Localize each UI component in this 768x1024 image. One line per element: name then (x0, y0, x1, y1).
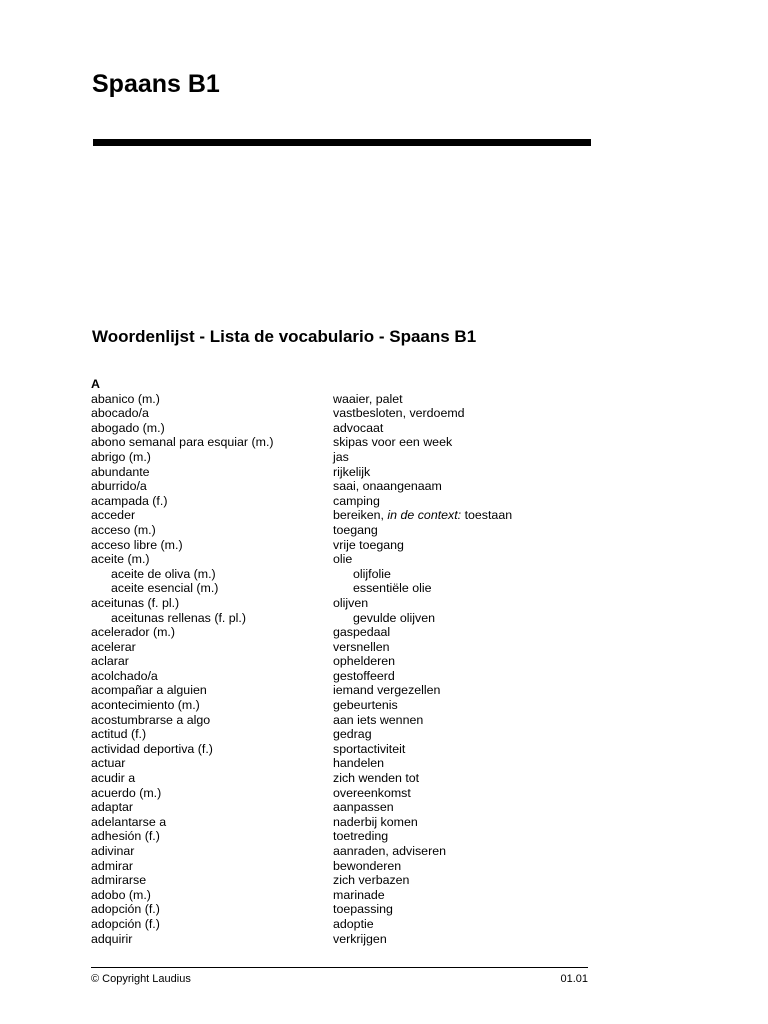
dutch-translation (333, 611, 611, 626)
vocab-entry-row (91, 829, 611, 844)
dutch-translation-text: advocaat (333, 420, 384, 435)
spanish-term: aceite de oliva (m.) (111, 566, 216, 581)
vocab-entry-row (91, 640, 611, 655)
dutch-translation (333, 829, 611, 844)
dutch-translation (333, 713, 611, 728)
dutch-translation (333, 742, 611, 757)
dutch-translation (333, 508, 611, 523)
dutch-translation-text: marinade (333, 887, 385, 902)
dutch-translation (333, 596, 611, 611)
spanish-term: admirar (91, 858, 133, 873)
spanish-term: abrigo (m.) (91, 449, 151, 464)
dutch-translation (333, 406, 611, 421)
vocab-entry-row (91, 479, 611, 494)
dutch-translation (333, 902, 611, 917)
dutch-translation (333, 917, 611, 932)
dutch-translation-text: camping (333, 493, 380, 508)
spanish-term: acceso (m.) (91, 522, 156, 537)
dutch-translation (333, 523, 611, 538)
dutch-translation (333, 932, 611, 947)
vocab-entry-row (91, 523, 611, 538)
dutch-translation-text: aan iets wennen (333, 712, 424, 727)
dutch-translation (333, 698, 611, 713)
vocabulary-list (91, 377, 611, 946)
title-rule (93, 139, 591, 146)
spanish-term: actitud (f.) (91, 727, 147, 742)
spanish-term: adhesión (f.) (91, 829, 160, 844)
vocab-entry-row (91, 654, 611, 669)
dutch-translation (333, 538, 611, 553)
vocab-entry-row (91, 844, 611, 859)
dutch-translation-text: zich wenden tot (333, 771, 420, 786)
dutch-translation-text: olie (333, 552, 353, 567)
dutch-translation (333, 552, 611, 567)
spanish-term: aceitunas (f. pl.) (91, 595, 180, 610)
spanish-term: acostumbrarse a algo (91, 712, 211, 727)
vocab-entry-row (91, 508, 611, 523)
dutch-translation-text: waaier, palet (333, 391, 403, 406)
dutch-translation (333, 815, 611, 830)
dutch-translation-text: iemand vergezellen (333, 683, 441, 698)
dutch-translation-continuation: toestaan (461, 508, 513, 523)
spanish-term: admirarse (91, 873, 147, 888)
dutch-translation-text: verkrijgen (333, 931, 387, 946)
dutch-translation-text: toepassing (333, 902, 393, 917)
vocab-entry-row (91, 800, 611, 815)
vocab-entry-row (91, 902, 611, 917)
dutch-translation-text: zich verbazen (333, 873, 410, 888)
vocab-entry-row (91, 888, 611, 903)
vocab-entry-row (91, 435, 611, 450)
vocab-entry-row (91, 786, 611, 801)
dutch-translation (333, 435, 611, 450)
dutch-translation (333, 786, 611, 801)
spanish-term: adivinar (91, 844, 135, 858)
spanish-term: aclarar (91, 654, 129, 669)
dutch-translation (333, 654, 611, 669)
vocab-entry-row (91, 669, 611, 684)
dutch-translation-text: gebeurtenis (333, 698, 398, 713)
vocab-entry-row (91, 727, 611, 742)
vocab-subentry-row (91, 581, 611, 596)
dutch-translation-text: toegang (333, 522, 378, 537)
spanish-term: acontecimiento (m.) (91, 698, 200, 713)
vocab-entry-row (91, 815, 611, 830)
dutch-translation-text: saai, onaangenaam (333, 479, 442, 494)
dutch-translation-text: olijven (333, 595, 369, 610)
dutch-translation-text: gaspedaal (333, 625, 391, 640)
vocab-entry-row (91, 596, 611, 611)
dutch-translation-text: sportactiviteit (333, 741, 406, 756)
vocab-entry-row (91, 392, 611, 407)
dutch-translation-text: gevulde olijven (353, 610, 435, 625)
dutch-translation (333, 669, 611, 684)
spanish-term: adopción (f.) (91, 916, 160, 931)
dutch-translation-text: vastbesloten, verdoemd (333, 406, 465, 421)
spanish-term: aburrido/a (91, 479, 147, 494)
vocab-entry-row (91, 552, 611, 567)
dutch-translation-text: toetreding (333, 829, 389, 844)
spanish-term: adobo (m.) (91, 887, 151, 902)
dutch-translation (333, 465, 611, 480)
dutch-translation-text: bewonderen (333, 858, 402, 873)
vocab-entry-row (91, 873, 611, 888)
vocab-entry-row (91, 450, 611, 465)
vocab-entry-row (91, 683, 611, 698)
dutch-translation (333, 625, 611, 640)
dutch-translation (333, 859, 611, 874)
vocab-entry-row (91, 917, 611, 932)
dutch-translation-text: olijfolie (353, 566, 391, 581)
spanish-term: acolchado/a (91, 668, 158, 683)
context-note: in de context: (387, 508, 462, 523)
dutch-translation (333, 888, 611, 903)
dutch-translation (333, 479, 611, 494)
vocab-entry-row (91, 713, 611, 728)
dutch-translation-text: rijkelijk (333, 464, 371, 479)
dutch-translation-text: versnellen (333, 639, 390, 654)
spanish-term: adaptar (91, 800, 134, 815)
vocab-entry-row (91, 538, 611, 553)
dutch-translation (333, 450, 611, 465)
dutch-translation-text: ophelderen (333, 654, 396, 669)
vocab-entry-row (91, 406, 611, 421)
spanish-term: abanico (m.) (91, 391, 160, 406)
spanish-term: acuerdo (m.) (91, 785, 162, 800)
vocab-entry-row (91, 465, 611, 480)
dutch-translation (333, 640, 611, 655)
spanish-term: actividad deportiva (f.) (91, 741, 213, 756)
dutch-translation-text: vrije toegang (333, 537, 404, 552)
spanish-term: aceite (m.) (91, 552, 150, 567)
footer-page-number: 01.01 (560, 973, 588, 985)
dutch-translation (333, 727, 611, 742)
dutch-translation (333, 581, 611, 596)
dutch-translation (333, 494, 611, 509)
dutch-translation (333, 771, 611, 786)
dutch-translation (333, 567, 611, 582)
dutch-translation (333, 844, 611, 859)
spanish-term: acceso libre (m.) (91, 537, 183, 552)
vocab-entry-row (91, 625, 611, 640)
dutch-translation (333, 756, 611, 771)
dutch-translation-text: bereiken, (333, 508, 388, 523)
dutch-translation (333, 392, 611, 407)
spanish-term: acompañar a alguien (91, 683, 207, 698)
dutch-translation-text: jas (333, 449, 349, 464)
section-heading: Woordenlijst - Lista de vocabulario - Spaans B1 (92, 327, 477, 346)
dutch-translation-text: handelen (333, 756, 384, 771)
dutch-translation-text: gedrag (333, 727, 372, 742)
spanish-term: actuar (91, 756, 126, 771)
vocab-entry-row (91, 494, 611, 509)
dutch-translation-text: adoptie (333, 916, 374, 931)
document-title: Spaans B1 (92, 70, 220, 98)
spanish-term: abono semanal para esquiar (m.) (91, 435, 274, 450)
spanish-term: adopción (f.) (91, 902, 160, 917)
spanish-term: acelerar (91, 639, 136, 654)
footer-copyright: © Copyright Laudius (91, 973, 191, 985)
dutch-translation-text: essentiële olie (353, 581, 432, 596)
vocab-entry-row (91, 932, 611, 947)
spanish-term: abundante (91, 464, 150, 479)
spanish-term: acudir a (91, 771, 136, 786)
dutch-translation-text: overeenkomst (333, 785, 411, 800)
spanish-term: acceder (91, 508, 136, 523)
dutch-translation-text: naderbij komen (333, 814, 418, 829)
dutch-translation-text: skipas voor een week (333, 435, 453, 450)
vocab-entry-row (91, 771, 611, 786)
dutch-translation-text: aanraden, adviseren (333, 844, 446, 858)
vocab-entry-row (91, 859, 611, 874)
spanish-term: abogado (m.) (91, 420, 165, 435)
dutch-translation (333, 421, 611, 436)
spanish-term: adquirir (91, 931, 133, 946)
footer-rule (91, 967, 588, 968)
vocab-entry-row (91, 756, 611, 771)
spanish-term: aceitunas rellenas (f. pl.) (111, 610, 246, 625)
spanish-term: abocado/a (91, 406, 149, 421)
vocab-entry-row (91, 421, 611, 436)
dutch-translation (333, 800, 611, 815)
dutch-translation-text: gestoffeerd (333, 668, 395, 683)
vocabulary-rows (91, 392, 611, 947)
vocab-entry-row (91, 698, 611, 713)
vocab-entry-row (91, 742, 611, 757)
vocab-subentry-row (91, 611, 611, 626)
letter-heading: A (91, 377, 100, 391)
spanish-term: acelerador (m.) (91, 625, 176, 640)
dutch-translation (333, 683, 611, 698)
dutch-translation-text: aanpassen (333, 800, 394, 815)
spanish-term: acampada (f.) (91, 493, 168, 508)
spanish-term: aceite esencial (m.) (111, 581, 219, 596)
dutch-translation (333, 873, 611, 888)
spanish-term: adelantarse a (91, 814, 167, 829)
vocab-subentry-row (91, 567, 611, 582)
